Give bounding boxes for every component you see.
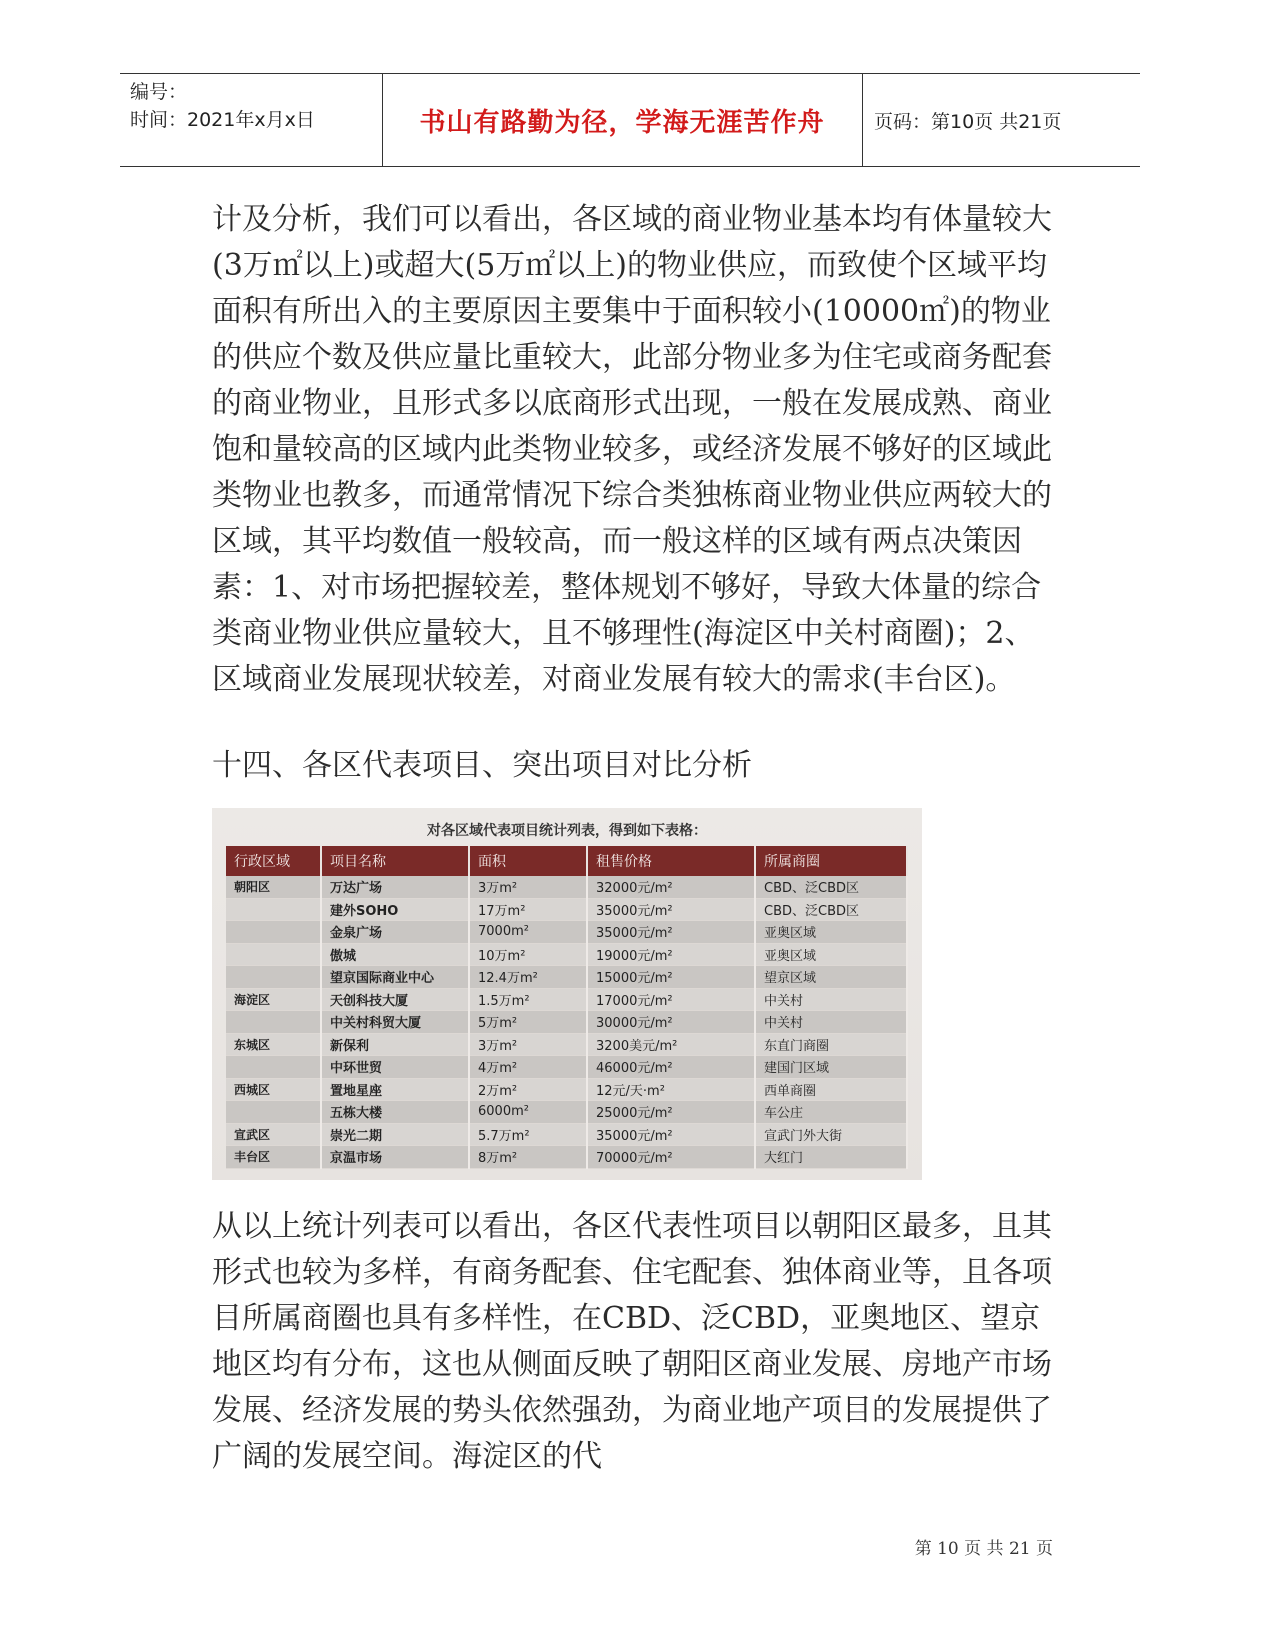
- table-cell-area: 10万m²: [469, 943, 587, 966]
- table-cell-name: 崇光二期: [321, 1123, 469, 1146]
- table-row: [226, 1101, 907, 1124]
- table-cell-district: 宣武区: [226, 1123, 321, 1146]
- table-cell-zone: 中关村: [755, 1011, 907, 1034]
- col-header-district: 行政区域: [226, 846, 321, 876]
- col-header-area: 面积: [469, 846, 587, 876]
- table-cell-area: 7000m²: [469, 921, 587, 944]
- col-header-price: 租售价格: [587, 846, 755, 876]
- table-cell-district: [226, 898, 321, 921]
- document-number-label: 编号：: [130, 81, 188, 103]
- table-cell-zone: 亚奥区域: [755, 943, 907, 966]
- table-cell-district: [226, 1011, 321, 1034]
- table-cell-name: 金泉广场: [321, 921, 469, 944]
- scanned-table-image: [212, 808, 922, 1180]
- table-cell-price: 35000元/m²: [587, 1123, 755, 1146]
- body-paragraph-1: 计及分析，我们可以看出，各区域的商业物业基本均有体量较大(3万㎡以上)或超大(5万㎡以上)的物业供应，而致使个区域平均面积有所出入的主要原因主要集中于面积较小(10000㎡)的物业的供应个数及供应量比重较大，此部分物业多为住宅或商务配套的商业物业，且形式多以底商形式出现，一般在发展成熟、商业饱和量较高的区域内此类物业较多，或经济发展不够好的区域此类物业也教多，而通常情况下综合类独栋商业物业供应两较大的区域，其平均数值一般较高，而一般这样的区域有两点决策因素：1、对市场把握较差，整体规划不够好，导致大体量的综合类商业物业供应量较大，且不够理性(海淀区中关村商圈)；2、区域商业发展现状较差，对商业发展有较大的需求(丰台区)。: [212, 202, 1052, 697]
- col-header-zone: 所属商圈: [755, 846, 907, 876]
- table-cell-zone: 建国门区域: [755, 1056, 907, 1079]
- table-cell-district: 海淀区: [226, 988, 321, 1011]
- header-page-info: 页码：第10页 共21页: [874, 110, 1062, 133]
- table-cell-name: 傲城: [321, 943, 469, 966]
- motto-text: 书山有路勤为径，学海无涯苦作舟: [419, 107, 825, 138]
- table-cell-area: 12.4万m²: [469, 966, 587, 989]
- table-cell-zone: 西单商圈: [755, 1078, 907, 1101]
- table-cell-zone: 东直门商圈: [755, 1033, 907, 1056]
- table-cell-district: [226, 921, 321, 944]
- table-cell-area: 3万m²: [469, 876, 587, 898]
- table-cell-district: [226, 966, 321, 989]
- header-meta-cell: [120, 74, 383, 166]
- table-cell-zone: CBD、泛CBD区: [755, 876, 907, 898]
- table-cell-price: 46000元/m²: [587, 1056, 755, 1079]
- table-body: [226, 876, 907, 1168]
- table-cell-zone: 望京区域: [755, 966, 907, 989]
- table-row: [226, 1123, 907, 1146]
- table-row: [226, 1033, 907, 1056]
- table-cell-price: 32000元/m²: [587, 876, 755, 898]
- project-table: [226, 846, 908, 1169]
- page-header: [120, 73, 1140, 167]
- table-cell-area: 6000m²: [469, 1101, 587, 1124]
- table-cell-zone: 车公庄: [755, 1101, 907, 1124]
- table-cell-area: 5万m²: [469, 1011, 587, 1034]
- table-row: [226, 1011, 907, 1034]
- table-row: [226, 988, 907, 1011]
- table-cell-name: 五栋大楼: [321, 1101, 469, 1124]
- table-row: [226, 943, 907, 966]
- table-cell-district: 东城区: [226, 1033, 321, 1056]
- table-row: [226, 898, 907, 921]
- table-cell-price: 30000元/m²: [587, 1011, 755, 1034]
- table-header-row: [226, 846, 907, 876]
- document-time-label: 时间：2021年x月x日: [130, 109, 315, 131]
- table-row: [226, 921, 907, 944]
- table-cell-zone: 中关村: [755, 988, 907, 1011]
- table-cell-name: 京温市场: [321, 1146, 469, 1169]
- table-cell-price: 3200美元/m²: [587, 1033, 755, 1056]
- table-cell-name: 中环世贸: [321, 1056, 469, 1079]
- header-page-cell: [862, 74, 1140, 166]
- table-cell-price: 70000元/m²: [587, 1146, 755, 1169]
- table-cell-area: 3万m²: [469, 1033, 587, 1056]
- table-cell-zone: 大红门: [755, 1146, 907, 1169]
- section-heading: 十四、各区代表项目、突出项目对比分析: [212, 748, 752, 783]
- table-cell-district: 丰台区: [226, 1146, 321, 1169]
- col-header-project: 项目名称: [321, 846, 469, 876]
- table-cell-district: 西城区: [226, 1078, 321, 1101]
- table-cell-zone: CBD、泛CBD区: [755, 898, 907, 921]
- table-cell-name: 建外SOHO: [321, 898, 469, 921]
- table-cell-district: [226, 943, 321, 966]
- table-cell-district: [226, 1101, 321, 1124]
- table-row: [226, 1146, 907, 1169]
- table-cell-name: 置地星座: [321, 1078, 469, 1101]
- page-footer: 第 10 页 共 21 页: [914, 1539, 1053, 1559]
- table-cell-name: 天创科技大厦: [321, 988, 469, 1011]
- table-row: [226, 966, 907, 989]
- table-cell-area: 2万m²: [469, 1078, 587, 1101]
- table-cell-name: 中关村科贸大厦: [321, 1011, 469, 1034]
- table-cell-price: 35000元/m²: [587, 898, 755, 921]
- table-cell-price: 15000元/m²: [587, 966, 755, 989]
- table-cell-name: 万达广场: [321, 876, 469, 898]
- table-row: [226, 1056, 907, 1079]
- table-cell-district: 朝阳区: [226, 876, 321, 898]
- table-cell-name: 新保利: [321, 1033, 469, 1056]
- table-cell-price: 19000元/m²: [587, 943, 755, 966]
- table-cell-price: 25000元/m²: [587, 1101, 755, 1124]
- table-cell-price: 17000元/m²: [587, 988, 755, 1011]
- table-cell-name: 望京国际商业中心: [321, 966, 469, 989]
- table-caption: 对各区域代表项目统计列表，得到如下表格：: [427, 823, 707, 839]
- table-row: [226, 876, 907, 898]
- table-cell-area: 1.5万m²: [469, 988, 587, 1011]
- table-cell-area: 17万m²: [469, 898, 587, 921]
- table-cell-area: 4万m²: [469, 1056, 587, 1079]
- table-cell-price: 12元/天·m²: [587, 1078, 755, 1101]
- table-cell-zone: 宣武门外大街: [755, 1123, 907, 1146]
- table-cell-area: 8万m²: [469, 1146, 587, 1169]
- table-cell-price: 35000元/m²: [587, 921, 755, 944]
- table-cell-area: 5.7万m²: [469, 1123, 587, 1146]
- body-paragraph-2: 从以上统计列表可以看出，各区代表性项目以朝阳区最多，且其形式也较为多样，有商务配套、住宅配套、独体商业等，且各项目所属商圈也具有多样性，在CBD、泛CBD，亚奥地区、望京地区均有分布，这也从侧面反映了朝阳区商业发展、房地产市场发展、经济发展的势头依然强劲，为商业地产项目的发展提供了广阔的发展空间。海淀区的代: [212, 1209, 1052, 1474]
- table-cell-zone: 亚奥区域: [755, 921, 907, 944]
- header-motto-cell: [382, 74, 863, 166]
- table-row: [226, 1078, 907, 1101]
- table-cell-district: [226, 1056, 321, 1079]
